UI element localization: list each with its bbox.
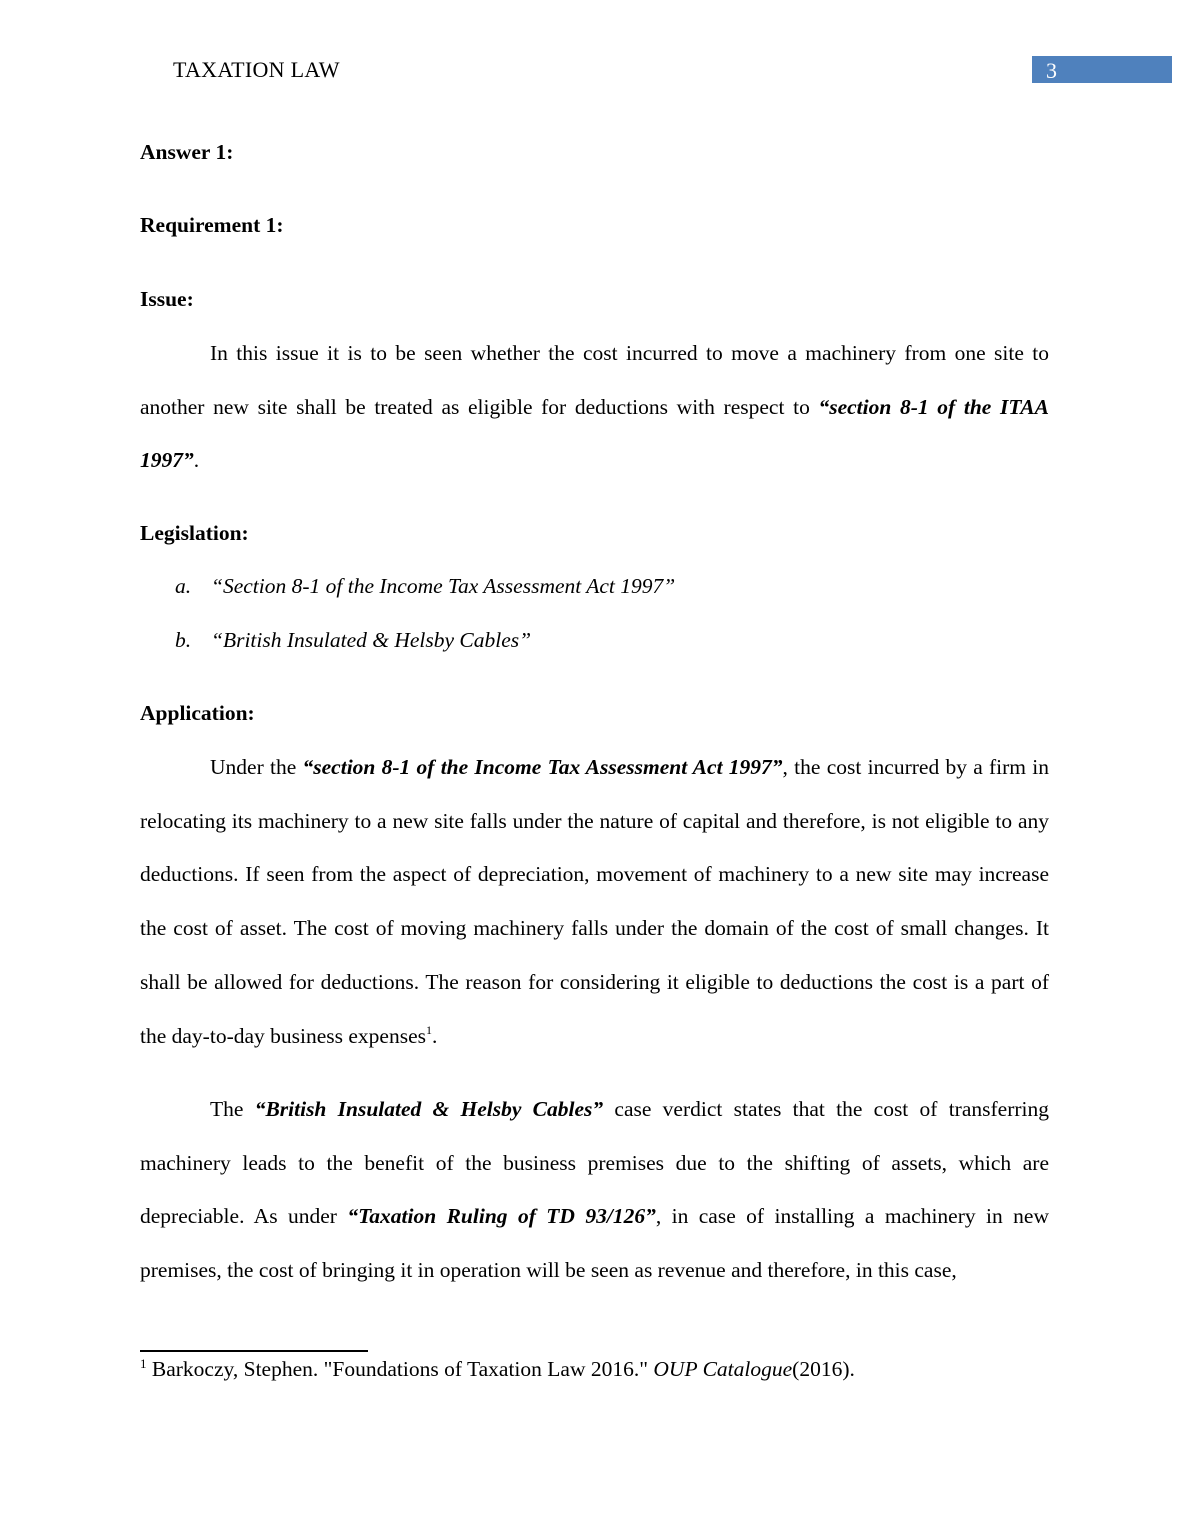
- requirement-heading: Requirement 1:: [140, 213, 284, 237]
- footnote-year: (2016).: [792, 1357, 855, 1381]
- footnote-separator: [140, 1350, 368, 1352]
- legislation-item: [175, 574, 675, 599]
- p2-text-2: , in case of installing a machinery in new premises, the cost of bringing it in operation will be seen as revenue and therefore, in this case,: [140, 1204, 1049, 1283]
- legislation-item: [175, 628, 531, 653]
- issue-paragraph: [140, 327, 1049, 488]
- footnote-source: OUP Catalogue: [653, 1357, 793, 1381]
- legislation-item-text: “British Insulated & Helsby Cables”: [211, 628, 532, 652]
- page-number-box: [1032, 56, 1172, 83]
- p2-text-1: case verdict states that the cost of transferring machinery leads to the benefit of the business premises due to the shifting of assets, which are depreciable. As under: [140, 1097, 1049, 1229]
- footnote: [140, 1357, 855, 1382]
- issue-heading: Issue:: [140, 287, 194, 311]
- answer-heading: Answer 1:: [140, 140, 234, 164]
- header-title: TAXATION LAW: [173, 57, 340, 82]
- list-marker: a.: [175, 574, 192, 598]
- p1-reference: “section 8-1 of the Income Tax Assessment Act 1997”: [302, 755, 783, 779]
- p2-reference-2: “Taxation Ruling of TD 93/126”: [347, 1204, 656, 1229]
- legislation-item-text: “Section 8-1 of the Income Tax Assessment Act 1997”: [211, 574, 676, 598]
- application-heading: Application:: [140, 701, 255, 725]
- p1-lead: Under the: [210, 755, 303, 779]
- issue-end: .: [193, 448, 200, 473]
- footnote-text: Barkoczy, Stephen. "Foundations of Taxation Law 2016.": [146, 1357, 654, 1381]
- application-paragraph-2: [140, 1083, 1049, 1298]
- issue-reference: “section 8-1 of the ITAA 1997”: [140, 394, 1049, 473]
- page-number: 3: [1046, 58, 1057, 83]
- p2-lead: The: [210, 1097, 255, 1121]
- application-paragraph-1: [140, 741, 1049, 1063]
- legislation-heading: Legislation:: [140, 521, 249, 545]
- footnote-mark: 1: [426, 1022, 432, 1037]
- p2-reference-1: “British Insulated & Helsby Cables”: [254, 1097, 604, 1121]
- p1-end: .: [432, 1023, 438, 1048]
- issue-text: In this issue it is to be seen whether the cost incurred to move a machinery from one site to another new site shall be treated as eligible for deductions with respect to: [140, 341, 1049, 419]
- list-marker: b.: [175, 628, 192, 652]
- p1-text: , the cost incurred by a firm in relocating its machinery to a new site falls under the nature of capital and therefore, is not eligible to any deductions. If seen from the aspect of depreciation, movement of machinery to a new site may increase the cost of asset. The cost of moving machinery falls under the domain of the cost of small changes. It shall be allowed for deductions. The reason for considering it eligible to deductions the cost is a part of the day-to-day business expenses: [140, 755, 1050, 1048]
- footnote-number: 1: [140, 1356, 147, 1371]
